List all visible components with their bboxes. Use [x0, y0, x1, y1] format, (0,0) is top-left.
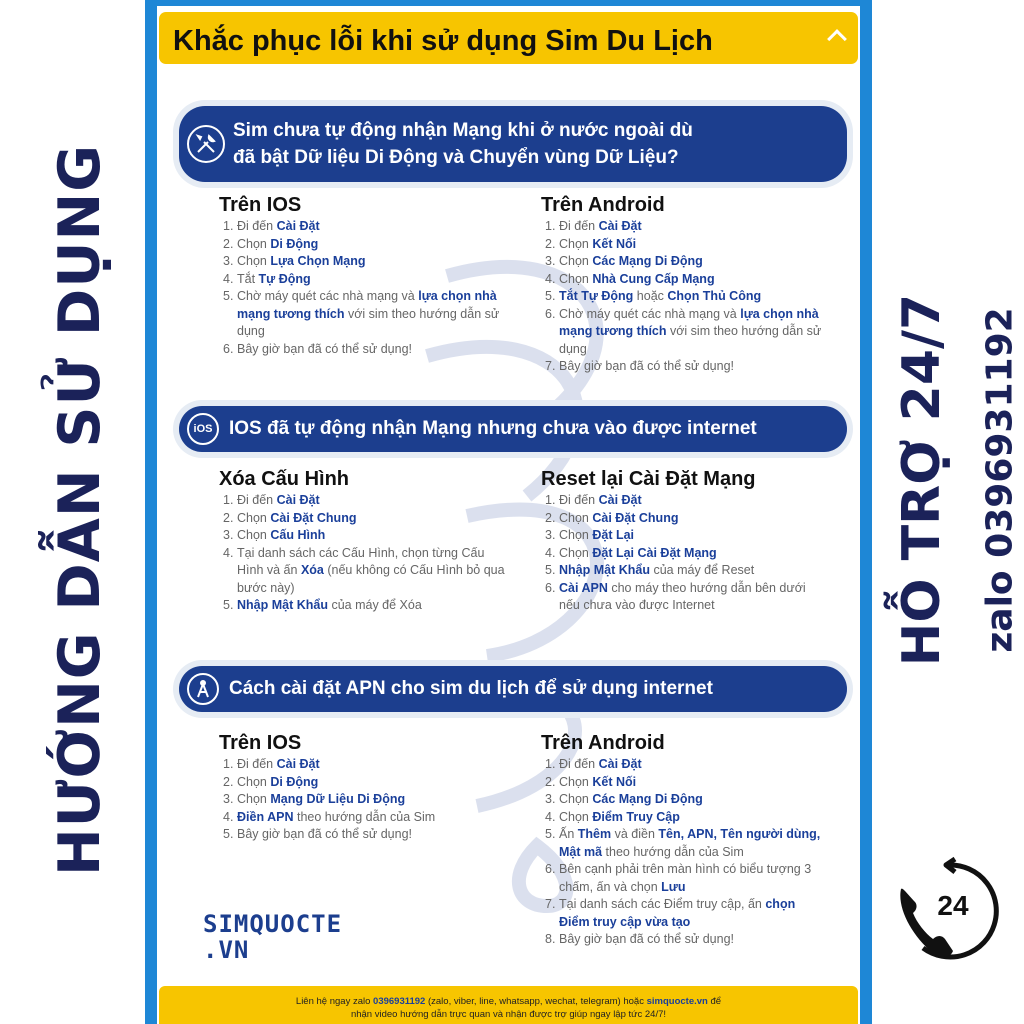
step-highlight: Nhập Mật Khẩu: [559, 563, 650, 577]
step-number: 7.: [545, 359, 556, 373]
step-number: 4.: [545, 545, 556, 560]
s1-ios-steps: [223, 218, 513, 358]
step-number: 2.: [545, 510, 556, 525]
step-highlight: Thêm: [577, 827, 612, 841]
step-highlight: Cài Đặt: [276, 757, 320, 771]
step-item: [223, 826, 505, 844]
step-number: 1.: [223, 493, 234, 507]
step-number: 3.: [545, 528, 556, 542]
step-text: hoặc: [633, 289, 668, 303]
step-text: Bây giờ bạn đã có thể sử dụng!: [237, 827, 413, 841]
step-item: [223, 809, 505, 827]
step-text: Chọn: [237, 774, 271, 789]
step-highlight: Các Mạng Di Động: [592, 792, 703, 806]
step-text: Chọn: [559, 792, 593, 806]
step-item: [223, 545, 505, 598]
step-text: Tắt: [237, 271, 259, 286]
step-item: [223, 271, 513, 289]
step-number: 4.: [223, 545, 234, 560]
s3-ios-heading: Trên IOS: [219, 732, 302, 754]
step-number: 1.: [545, 757, 556, 771]
guide-panel: [145, 0, 872, 1024]
step-item: [545, 218, 825, 236]
section1-title-line1: Sim chưa tự động nhận Mạng khi ở nước ngoài dù: [233, 120, 693, 141]
simquocte-logo: [203, 911, 342, 963]
footer-line2: nhận video hướng dẫn trực quan và nhận được trợ giúp ngay lập tức 24/7!: [350, 1009, 667, 1020]
step-highlight: Cài Đặt: [276, 219, 320, 233]
step-number: 3.: [223, 792, 234, 806]
step-item: [223, 341, 513, 359]
step-item: [545, 253, 825, 271]
step-number: 6.: [545, 862, 556, 876]
support-247-label: HỖ TRỢ 24/7: [892, 293, 952, 667]
step-highlight: Tên, APN, Tên người dùng, Mật mã: [559, 827, 821, 859]
footer-site-link[interactable]: simquocte.vn: [646, 996, 708, 1007]
step-number: 6.: [545, 580, 556, 595]
step-item: [545, 791, 829, 809]
step-text: với sim theo hướng dẫn sử dụng: [237, 306, 500, 338]
step-highlight: Đặt Lại: [592, 528, 635, 542]
ios-icon: [187, 413, 219, 445]
step-number: 8.: [545, 932, 556, 946]
footer-mid: (zalo, viber, line, whatsapp, wechat, telegram) hoặc: [425, 996, 647, 1007]
step-highlight: Xóa: [300, 563, 324, 577]
step-item: [223, 253, 513, 271]
step-highlight: Nhập Mật Khẩu: [237, 598, 328, 612]
step-text: Bây giờ bạn đã có thể sử dụng!: [559, 359, 735, 373]
step-text: Đi đến: [559, 219, 599, 233]
step-highlight: lựa chọn nhà mạng tương thích: [559, 306, 819, 338]
step-number: 2.: [545, 236, 556, 251]
step-number: 3.: [545, 792, 556, 806]
s3-android-steps: [545, 756, 829, 949]
step-highlight: Lưu: [661, 879, 686, 894]
s2-right-steps: [545, 492, 829, 615]
step-text: Chọn: [559, 545, 593, 560]
step-item: [223, 492, 505, 510]
s3-ios-steps: [223, 756, 505, 844]
step-highlight: Điền APN: [237, 809, 294, 824]
step-text: Chọn: [559, 809, 593, 824]
step-highlight: Lựa Chọn Mạng: [270, 254, 366, 268]
step-highlight: Chọn Thủ Công: [667, 289, 762, 303]
step-item: [223, 791, 505, 809]
step-item: [545, 358, 825, 376]
step-text: và điền: [611, 827, 659, 841]
step-text: Chọn: [237, 510, 271, 525]
step-item: [545, 931, 829, 949]
step-item: [223, 527, 505, 545]
step-item: [545, 288, 825, 306]
footer-post: để: [707, 996, 722, 1007]
step-text: Chọn: [237, 792, 271, 806]
step-text: cho máy theo hướng dẫn bên dưới nếu chưa vào được Internet: [559, 580, 806, 612]
step-highlight: Cài Đặt Chung: [592, 510, 679, 525]
step-text: theo hướng dẫn của Sim: [293, 809, 436, 824]
page-title: Khắc phục lỗi khi sử dụng Sim Du Lịch: [173, 25, 713, 57]
step-text: Bây giờ bạn đã có thể sử dụng!: [559, 932, 735, 946]
logo-line1: SIMQUOCTE: [203, 910, 343, 938]
step-item: [545, 580, 829, 615]
step-item: [223, 218, 513, 236]
step-number: 3.: [223, 254, 234, 268]
step-item: [223, 597, 505, 615]
step-text: Đi đến: [237, 757, 277, 771]
step-text: Chọn: [237, 254, 271, 268]
section2-title: IOS đã tự động nhận Mạng nhưng chưa vào được internet: [229, 418, 757, 439]
contact-footer: [159, 986, 858, 1024]
step-item: [223, 774, 505, 792]
step-text: Chờ máy quét các nhà mạng và: [559, 306, 741, 321]
step-number: 1.: [223, 219, 234, 233]
step-text: Chọn: [559, 510, 593, 525]
step-number: 2.: [545, 774, 556, 789]
step-text: (nếu không có Cấu Hình bỏ qua bước này): [237, 563, 505, 595]
step-highlight: Đặt Lại Cài Đặt Mạng: [592, 545, 717, 560]
step-number: 1.: [223, 757, 234, 771]
step-text: Chọn: [559, 271, 593, 286]
step-highlight: Mạng Dữ Liệu Di Động: [270, 792, 406, 806]
step-item: [545, 271, 825, 289]
step-number: 1.: [545, 493, 556, 507]
step-item: [223, 510, 505, 528]
section3-banner: [179, 666, 847, 712]
step-number: 5.: [223, 289, 234, 303]
step-highlight: Kết Nối: [592, 774, 637, 789]
chevron-up-icon[interactable]: [827, 29, 847, 49]
step-number: 4.: [223, 809, 234, 824]
header-bar[interactable]: [159, 12, 858, 64]
tools-icon: [187, 125, 225, 163]
step-highlight: lựa chọn nhà mạng tương thích: [237, 289, 497, 321]
step-number: 3.: [223, 528, 234, 542]
vertical-guide-title: HƯỚNG DẪN SỬ DỤNG: [47, 143, 113, 877]
step-text: theo hướng dẫn của Sim: [602, 844, 744, 859]
footer-line1: [159, 995, 858, 1008]
ios-icon-text: iOS: [193, 423, 213, 435]
step-item: [545, 527, 829, 545]
s2-left-heading: Xóa Cấu Hình: [219, 468, 350, 490]
footer-phone-link[interactable]: 0396931192: [373, 996, 426, 1007]
step-highlight: Cài Đặt: [276, 493, 320, 507]
support-24h-phone-icon: [893, 855, 1005, 967]
step-number: 4.: [223, 271, 234, 286]
step-item: [545, 756, 829, 774]
step-item: [545, 896, 829, 931]
step-text: Chọn: [559, 774, 593, 789]
section1-title-line2: đã bật Dữ liệu Di Động và Chuyển vùng Dữ Liệu?: [233, 147, 679, 168]
step-text: Chọn: [559, 254, 593, 268]
step-number: 5.: [223, 827, 234, 841]
step-highlight: chọn Điểm truy cập vừa tạo: [559, 897, 796, 929]
step-number: 5.: [545, 827, 556, 841]
step-item: [545, 774, 829, 792]
step-highlight: Nhà Cung Cấp Mạng: [592, 271, 715, 286]
step-highlight: Điểm Truy Cập: [592, 809, 680, 824]
step-number: 2.: [223, 236, 234, 251]
footer-pre: Liên hệ ngay zalo: [295, 996, 374, 1007]
step-item: [545, 809, 829, 827]
step-highlight: Tự Động: [258, 271, 311, 286]
step-highlight: Cấu Hình: [270, 528, 326, 542]
s2-left-steps: [223, 492, 505, 615]
step-item: [545, 861, 829, 896]
s1-android-steps: [545, 218, 825, 376]
step-highlight: Tắt Tự Động: [559, 289, 634, 303]
step-number: 5.: [545, 563, 556, 577]
step-number: 6.: [545, 306, 556, 321]
section1-banner: [179, 106, 847, 182]
step-highlight: Cài Đặt: [598, 219, 642, 233]
support-badge-number: 24: [937, 890, 969, 921]
step-item: [545, 492, 829, 510]
step-text: Đi đến: [559, 757, 599, 771]
step-text: Đi đến: [237, 493, 277, 507]
step-text: Chọn: [237, 528, 271, 542]
step-text: Bây giờ bạn đã có thể sử dụng!: [237, 341, 413, 356]
step-item: [545, 306, 825, 359]
step-highlight: Cài Đặt Chung: [270, 510, 357, 525]
s2-right-heading: Reset lại Cài Đặt Mạng: [541, 468, 756, 490]
guide-sheet: [157, 6, 860, 1024]
step-text: Chọn: [559, 528, 593, 542]
step-number: 4.: [545, 809, 556, 824]
step-text: với sim theo hướng dẫn sử dụng: [559, 324, 822, 356]
step-item: [223, 756, 505, 774]
step-text: Bên cạnh phải trên màn hình có biểu tượng 3 chấm, ấn và chọn: [559, 862, 812, 894]
s3-android-heading: Trên Android: [541, 732, 665, 754]
step-item: [223, 236, 513, 254]
step-highlight: Di Động: [270, 774, 319, 789]
step-item: [545, 236, 825, 254]
section3-title: Cách cài đặt APN cho sim du lịch để sử dụng internet: [229, 678, 713, 699]
step-highlight: Cài Đặt: [598, 493, 642, 507]
s1-android-heading: Trên Android: [541, 194, 665, 216]
step-number: 5.: [223, 598, 234, 612]
step-item: [545, 510, 829, 528]
section2-banner: [179, 406, 847, 452]
step-highlight: Các Mạng Di Động: [592, 254, 703, 268]
step-text: của máy để Xóa: [327, 598, 422, 612]
step-number: 6.: [223, 341, 234, 356]
step-item: [545, 545, 829, 563]
step-item: [545, 826, 829, 861]
step-text: Chọn: [559, 236, 593, 251]
step-text: của máy để Reset: [649, 563, 755, 577]
step-text: Đi đến: [559, 493, 599, 507]
logo-line2: .VN: [203, 936, 250, 964]
step-highlight: Kết Nối: [592, 236, 637, 251]
step-text: Đi đến: [237, 219, 277, 233]
s1-ios-heading: Trên IOS: [219, 194, 302, 216]
step-text: Tại danh sách các Điểm truy cập, ấn: [559, 897, 766, 911]
step-item: [223, 288, 513, 341]
step-number: 5.: [545, 289, 556, 303]
step-highlight: Cài APN: [559, 580, 608, 595]
step-text: Tại danh sách các Cấu Hình, chọn từng Cấu Hình và ấn: [237, 545, 485, 577]
step-text: Chờ máy quét các nhà mạng và: [237, 289, 419, 303]
step-text: Ấn: [559, 827, 578, 841]
step-text: Chọn: [237, 236, 271, 251]
step-item: [545, 562, 829, 580]
step-number: 4.: [545, 271, 556, 286]
antenna-icon: [187, 673, 219, 705]
zalo-phone-label: zalo 0396931192: [979, 307, 1021, 653]
step-highlight: Cài Đặt: [598, 757, 642, 771]
step-number: 2.: [223, 774, 234, 789]
step-number: 3.: [545, 254, 556, 268]
step-number: 1.: [545, 219, 556, 233]
step-highlight: Di Động: [270, 236, 319, 251]
step-number: 2.: [223, 510, 234, 525]
step-number: 7.: [545, 897, 556, 911]
